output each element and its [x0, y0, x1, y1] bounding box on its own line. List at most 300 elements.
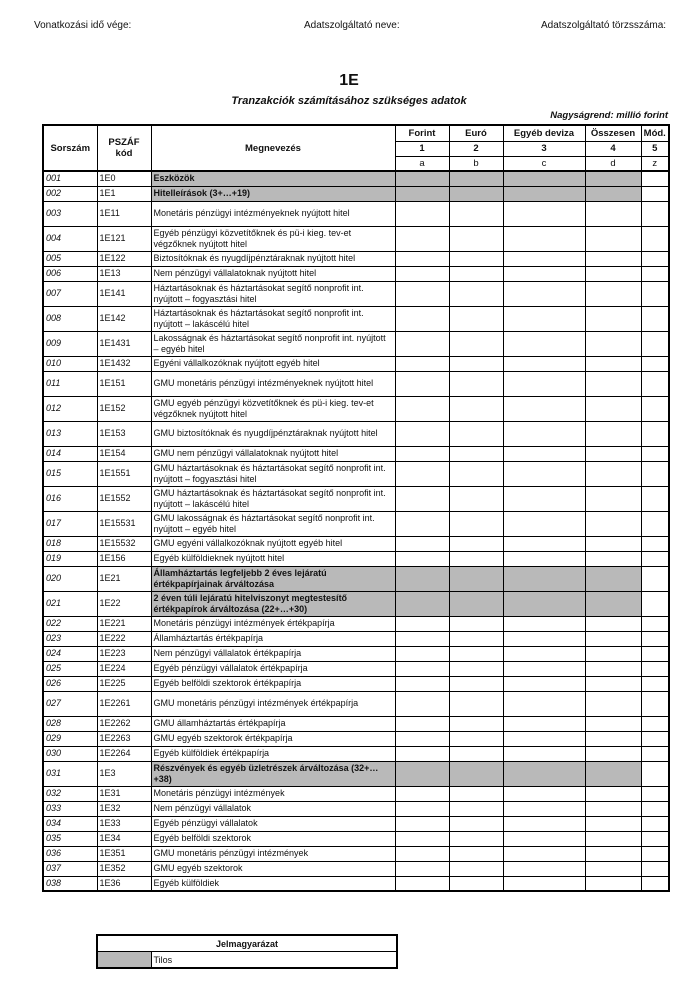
- value-cell-osszesen[interactable]: [585, 226, 641, 251]
- value-cell-egyeb-deviza[interactable]: [503, 676, 585, 691]
- row-code: 1E33: [97, 816, 151, 831]
- row-code: 1E221: [97, 616, 151, 631]
- table-row: [43, 676, 669, 691]
- value-cell-euro[interactable]: [449, 396, 503, 421]
- value-cell-egyeb-deviza[interactable]: [503, 616, 585, 631]
- value-cell-osszesen[interactable]: [585, 486, 641, 511]
- row-code: 1E34: [97, 831, 151, 846]
- value-cell-forint: [395, 591, 449, 616]
- unit-label: Nagyságrend: millió forint: [550, 110, 668, 121]
- value-cell-osszesen[interactable]: [585, 281, 641, 306]
- value-cell-mod[interactable]: [641, 731, 669, 746]
- value-cell-forint[interactable]: [395, 306, 449, 331]
- value-cell-mod[interactable]: [641, 616, 669, 631]
- value-cell-forint[interactable]: [395, 226, 449, 251]
- value-cell-egyeb-deviza[interactable]: [503, 331, 585, 356]
- col-header-egyeb-deviza: Egyéb deviza: [503, 125, 585, 141]
- value-cell-egyeb-deviza[interactable]: [503, 446, 585, 461]
- row-code: 1E22: [97, 591, 151, 616]
- value-cell-euro[interactable]: [449, 746, 503, 761]
- table-row: [43, 306, 669, 331]
- row-name: Lakosságnak és háztartásokat segítő nonprofit int. nyújtott – egyéb hitel: [151, 331, 395, 356]
- table-row: [43, 876, 669, 891]
- table-row: [43, 566, 669, 591]
- row-number: 035: [43, 831, 97, 846]
- value-cell-forint[interactable]: [395, 691, 449, 716]
- value-cell-mod[interactable]: [641, 691, 669, 716]
- value-cell-euro: [449, 171, 503, 186]
- value-cell-forint[interactable]: [395, 486, 449, 511]
- row-code: 1E1551: [97, 461, 151, 486]
- row-code: 1E32: [97, 801, 151, 816]
- value-cell-euro[interactable]: [449, 306, 503, 331]
- value-cell-egyeb-deviza[interactable]: [503, 646, 585, 661]
- row-name: GMU lakosságnak és háztartásokat segítő nonprofit int. nyújtott – egyéb hitel: [151, 511, 395, 536]
- row-code: 1E15531: [97, 511, 151, 536]
- value-cell-osszesen[interactable]: [585, 661, 641, 676]
- value-cell-euro: [449, 186, 503, 201]
- value-cell-osszesen[interactable]: [585, 536, 641, 551]
- value-cell-mod[interactable]: [641, 201, 669, 226]
- value-cell-mod[interactable]: [641, 661, 669, 676]
- value-cell-euro[interactable]: [449, 716, 503, 731]
- row-number: 024: [43, 646, 97, 661]
- row-name: Háztartásoknak és háztartásokat segítő nonprofit int. nyújtott – fogyasztási hitel: [151, 281, 395, 306]
- table-row: [43, 396, 669, 421]
- row-name: 2 éven túli lejáratú hitelviszonyt megtestesítő értékpapírok árváltozása (22+…+30): [151, 591, 395, 616]
- value-cell-egyeb-deviza[interactable]: [503, 631, 585, 646]
- value-cell-egyeb-deviza[interactable]: [503, 536, 585, 551]
- table-row: [43, 616, 669, 631]
- row-number: 014: [43, 446, 97, 461]
- table-row: [43, 226, 669, 251]
- value-cell-egyeb-deviza[interactable]: [503, 511, 585, 536]
- value-cell-mod[interactable]: [641, 631, 669, 646]
- row-name: Egyéb külföldiek értékpapírja: [151, 746, 395, 761]
- row-name: Monetáris pénzügyi intézmények értékpapírja: [151, 616, 395, 631]
- value-cell-euro[interactable]: [449, 801, 503, 816]
- value-cell-mod[interactable]: [641, 716, 669, 731]
- row-name: Egyéb pénzügyi vállalatok: [151, 816, 395, 831]
- value-cell-forint[interactable]: [395, 461, 449, 486]
- row-number: 025: [43, 661, 97, 676]
- value-cell-forint[interactable]: [395, 446, 449, 461]
- value-cell-osszesen[interactable]: [585, 631, 641, 646]
- row-code: 1E352: [97, 861, 151, 876]
- value-cell-mod[interactable]: [641, 591, 669, 616]
- value-cell-forint[interactable]: [395, 731, 449, 746]
- value-cell-egyeb-deviza[interactable]: [503, 661, 585, 676]
- value-cell-forint[interactable]: [395, 646, 449, 661]
- value-cell-forint: [395, 186, 449, 201]
- value-cell-mod[interactable]: [641, 861, 669, 876]
- table-row: [43, 716, 669, 731]
- value-cell-egyeb-deviza[interactable]: [503, 226, 585, 251]
- table-row: [43, 691, 669, 716]
- row-name: Egyéb belföldi szektorok értékpapírja: [151, 676, 395, 691]
- table-row: [43, 846, 669, 861]
- row-number: 020: [43, 566, 97, 591]
- value-cell-forint[interactable]: [395, 746, 449, 761]
- value-cell-euro[interactable]: [449, 266, 503, 281]
- row-code: 1E21: [97, 566, 151, 591]
- row-name: GMU háztartásoknak és háztartásokat segítő nonprofit int. nyújtott – lakáscélú hitel: [151, 486, 395, 511]
- value-cell-egyeb-deviza[interactable]: [503, 861, 585, 876]
- row-code: 1E1552: [97, 486, 151, 511]
- row-code: 1E223: [97, 646, 151, 661]
- value-cell-euro[interactable]: [449, 676, 503, 691]
- value-cell-osszesen[interactable]: [585, 356, 641, 371]
- row-name: Nem pénzügyi vállalatok: [151, 801, 395, 816]
- value-cell-euro[interactable]: [449, 786, 503, 801]
- value-cell-forint[interactable]: [395, 786, 449, 801]
- row-name: GMU egyéb pénzügyi közvetítőknek és pü-i kieg. tev-et végzőknek nyújtott hitel: [151, 396, 395, 421]
- row-name: GMU monetáris pénzügyi intézményeknek nyújtott hitel: [151, 371, 395, 396]
- value-cell-euro[interactable]: [449, 356, 503, 371]
- table-row: [43, 631, 669, 646]
- value-cell-egyeb-deviza[interactable]: [503, 461, 585, 486]
- value-cell-euro[interactable]: [449, 876, 503, 891]
- value-cell-euro[interactable]: [449, 616, 503, 631]
- value-cell-osszesen[interactable]: [585, 691, 641, 716]
- row-number: 010: [43, 356, 97, 371]
- table-body: [43, 171, 669, 891]
- table-row: [43, 266, 669, 281]
- value-cell-egyeb-deviza[interactable]: [503, 201, 585, 226]
- form-subtitle: Tranzakciók számításához szükséges adatok: [231, 95, 467, 107]
- value-cell-forint[interactable]: [395, 551, 449, 566]
- value-cell-egyeb-deviza[interactable]: [503, 831, 585, 846]
- value-cell-osszesen[interactable]: [585, 716, 641, 731]
- value-cell-osszesen[interactable]: [585, 746, 641, 761]
- row-code: 1E222: [97, 631, 151, 646]
- value-cell-mod[interactable]: [641, 396, 669, 421]
- table-row: [43, 816, 669, 831]
- col-header-forint: Forint: [395, 125, 449, 141]
- row-name: Egyéb pénzügyi közvetítőknek és pü-i kieg. tev-et végzőknek nyújtott hitel: [151, 226, 395, 251]
- value-cell-euro: [449, 761, 503, 786]
- value-cell-euro[interactable]: [449, 536, 503, 551]
- value-cell-mod[interactable]: [641, 846, 669, 861]
- value-cell-egyeb-deviza[interactable]: [503, 551, 585, 566]
- col-letter-a: a: [395, 156, 449, 171]
- value-cell-mod[interactable]: [641, 761, 669, 786]
- value-cell-euro[interactable]: [449, 226, 503, 251]
- table-row: [43, 446, 669, 461]
- value-cell-forint[interactable]: [395, 816, 449, 831]
- value-cell-osszesen[interactable]: [585, 861, 641, 876]
- value-cell-euro[interactable]: [449, 846, 503, 861]
- value-cell-forint[interactable]: [395, 356, 449, 371]
- value-cell-egyeb-deviza[interactable]: [503, 371, 585, 396]
- value-cell-forint[interactable]: [395, 421, 449, 446]
- value-cell-mod[interactable]: [641, 356, 669, 371]
- row-code: 1E141: [97, 281, 151, 306]
- value-cell-mod[interactable]: [641, 421, 669, 446]
- value-cell-mod[interactable]: [641, 306, 669, 331]
- row-number: 038: [43, 876, 97, 891]
- value-cell-forint[interactable]: [395, 201, 449, 226]
- value-cell-forint[interactable]: [395, 831, 449, 846]
- period-end-label: Vonatkozási idő vége:: [34, 20, 132, 31]
- table-row: [43, 281, 669, 306]
- value-cell-forint[interactable]: [395, 661, 449, 676]
- value-cell-forint[interactable]: [395, 676, 449, 691]
- table-row: [43, 201, 669, 226]
- row-code: 1E0: [97, 171, 151, 186]
- row-number: 009: [43, 331, 97, 356]
- value-cell-euro[interactable]: [449, 251, 503, 266]
- value-cell-osszesen[interactable]: [585, 786, 641, 801]
- row-number: 017: [43, 511, 97, 536]
- value-cell-egyeb-deviza[interactable]: [503, 786, 585, 801]
- row-code: 1E36: [97, 876, 151, 891]
- value-cell-forint[interactable]: [395, 846, 449, 861]
- value-cell-euro[interactable]: [449, 646, 503, 661]
- value-cell-mod[interactable]: [641, 486, 669, 511]
- value-cell-forint: [395, 171, 449, 186]
- value-cell-egyeb-deviza: [503, 186, 585, 201]
- value-cell-mod[interactable]: [641, 446, 669, 461]
- value-cell-forint[interactable]: [395, 876, 449, 891]
- value-cell-osszesen[interactable]: [585, 731, 641, 746]
- table-row: [43, 591, 669, 616]
- value-cell-forint[interactable]: [395, 801, 449, 816]
- value-cell-forint[interactable]: [395, 371, 449, 396]
- row-code: 1E1431: [97, 331, 151, 356]
- value-cell-euro[interactable]: [449, 371, 503, 396]
- value-cell-egyeb-deviza[interactable]: [503, 356, 585, 371]
- row-name: Háztartásoknak és háztartásokat segítő nonprofit int. nyújtott – lakáscélú hitel: [151, 306, 395, 331]
- row-number: 016: [43, 486, 97, 511]
- value-cell-osszesen[interactable]: [585, 616, 641, 631]
- value-cell-egyeb-deviza[interactable]: [503, 846, 585, 861]
- value-cell-mod[interactable]: [641, 746, 669, 761]
- value-cell-forint[interactable]: [395, 861, 449, 876]
- value-cell-osszesen[interactable]: [585, 461, 641, 486]
- row-name: Monetáris pénzügyi intézményeknek nyújtott hitel: [151, 201, 395, 226]
- row-number: 018: [43, 536, 97, 551]
- value-cell-euro[interactable]: [449, 861, 503, 876]
- value-cell-mod[interactable]: [641, 371, 669, 396]
- value-cell-euro[interactable]: [449, 816, 503, 831]
- value-cell-forint: [395, 761, 449, 786]
- value-cell-egyeb-deviza: [503, 761, 585, 786]
- row-code: 1E156: [97, 551, 151, 566]
- row-name: Nem pénzügyi vállalatoknak nyújtott hitel: [151, 266, 395, 281]
- row-code: 1E224: [97, 661, 151, 676]
- value-cell-osszesen[interactable]: [585, 876, 641, 891]
- value-cell-mod[interactable]: [641, 786, 669, 801]
- value-cell-forint[interactable]: [395, 251, 449, 266]
- row-number: 028: [43, 716, 97, 731]
- value-cell-egyeb-deviza[interactable]: [503, 731, 585, 746]
- value-cell-osszesen: [585, 591, 641, 616]
- row-name: Egyéni vállalkozóknak nyújtott egyéb hitel: [151, 356, 395, 371]
- value-cell-egyeb-deviza[interactable]: [503, 251, 585, 266]
- value-cell-euro[interactable]: [449, 331, 503, 356]
- table-row: [43, 731, 669, 746]
- col-letter-z: z: [641, 156, 669, 171]
- value-cell-osszesen[interactable]: [585, 251, 641, 266]
- value-cell-forint[interactable]: [395, 631, 449, 646]
- row-number: 011: [43, 371, 97, 396]
- row-number: 015: [43, 461, 97, 486]
- row-number: 037: [43, 861, 97, 876]
- row-name: GMU monetáris pénzügyi intézmények: [151, 846, 395, 861]
- row-name: GMU egyéb szektorok értékpapírja: [151, 731, 395, 746]
- value-cell-euro[interactable]: [449, 421, 503, 446]
- col-header-osszesen: Összesen: [585, 125, 641, 141]
- row-number: 022: [43, 616, 97, 631]
- value-cell-euro[interactable]: [449, 731, 503, 746]
- provider-id-label: Adatszolgáltató törzsszáma:: [541, 20, 667, 31]
- value-cell-mod[interactable]: [641, 266, 669, 281]
- row-code: 1E2262: [97, 716, 151, 731]
- value-cell-osszesen[interactable]: [585, 306, 641, 331]
- row-number: 002: [43, 186, 97, 201]
- value-cell-forint[interactable]: [395, 396, 449, 421]
- row-number: 033: [43, 801, 97, 816]
- value-cell-egyeb-deviza[interactable]: [503, 801, 585, 816]
- value-cell-egyeb-deviza[interactable]: [503, 746, 585, 761]
- row-name: GMU biztosítóknak és nyugdíjpénztáraknak nyújtott hitel: [151, 421, 395, 446]
- value-cell-osszesen[interactable]: [585, 421, 641, 446]
- table-row: [43, 421, 669, 446]
- value-cell-osszesen[interactable]: [585, 676, 641, 691]
- value-cell-forint[interactable]: [395, 716, 449, 731]
- value-cell-egyeb-deviza[interactable]: [503, 486, 585, 511]
- value-cell-egyeb-deviza[interactable]: [503, 816, 585, 831]
- value-cell-mod[interactable]: [641, 281, 669, 306]
- value-cell-egyeb-deviza[interactable]: [503, 421, 585, 446]
- value-cell-forint[interactable]: [395, 266, 449, 281]
- value-cell-osszesen[interactable]: [585, 446, 641, 461]
- value-cell-egyeb-deviza[interactable]: [503, 691, 585, 716]
- value-cell-osszesen[interactable]: [585, 816, 641, 831]
- value-cell-osszesen[interactable]: [585, 801, 641, 816]
- col-header-mod: Mód.: [641, 125, 669, 141]
- value-cell-egyeb-deviza[interactable]: [503, 306, 585, 331]
- value-cell-egyeb-deviza[interactable]: [503, 716, 585, 731]
- table-row: [43, 646, 669, 661]
- row-number: 005: [43, 251, 97, 266]
- value-cell-mod[interactable]: [641, 676, 669, 691]
- row-number: 034: [43, 816, 97, 831]
- value-cell-forint[interactable]: [395, 281, 449, 306]
- value-cell-osszesen[interactable]: [585, 511, 641, 536]
- value-cell-egyeb-deviza[interactable]: [503, 266, 585, 281]
- value-cell-euro[interactable]: [449, 461, 503, 486]
- value-cell-osszesen: [585, 566, 641, 591]
- value-cell-osszesen: [585, 761, 641, 786]
- value-cell-osszesen[interactable]: [585, 551, 641, 566]
- table-row: [43, 356, 669, 371]
- table-row: [43, 661, 669, 676]
- value-cell-mod[interactable]: [641, 876, 669, 891]
- row-number: 007: [43, 281, 97, 306]
- row-name: GMU egyéb szektorok: [151, 861, 395, 876]
- value-cell-mod[interactable]: [641, 646, 669, 661]
- row-name: Biztosítóknak és nyugdíjpénztáraknak nyújtott hitel: [151, 251, 395, 266]
- value-cell-mod[interactable]: [641, 536, 669, 551]
- row-code: 1E152: [97, 396, 151, 421]
- row-name: GMU államháztartás értékpapírja: [151, 716, 395, 731]
- value-cell-mod[interactable]: [641, 171, 669, 186]
- value-cell-osszesen[interactable]: [585, 396, 641, 421]
- value-cell-osszesen[interactable]: [585, 646, 641, 661]
- value-cell-forint[interactable]: [395, 536, 449, 551]
- value-cell-euro[interactable]: [449, 551, 503, 566]
- row-number: 032: [43, 786, 97, 801]
- value-cell-osszesen[interactable]: [585, 201, 641, 226]
- value-cell-euro[interactable]: [449, 661, 503, 676]
- value-cell-euro[interactable]: [449, 446, 503, 461]
- value-cell-mod[interactable]: [641, 831, 669, 846]
- value-cell-euro[interactable]: [449, 486, 503, 511]
- value-cell-egyeb-deviza[interactable]: [503, 876, 585, 891]
- value-cell-mod[interactable]: [641, 461, 669, 486]
- table-row: [43, 801, 669, 816]
- value-cell-mod[interactable]: [641, 226, 669, 251]
- value-cell-osszesen[interactable]: [585, 266, 641, 281]
- table-row: [43, 371, 669, 396]
- value-cell-mod[interactable]: [641, 566, 669, 591]
- row-name: Államháztartás legfeljebb 2 éves lejáratú értékpapírjainak árváltozása: [151, 566, 395, 591]
- value-cell-euro[interactable]: [449, 631, 503, 646]
- row-number: 004: [43, 226, 97, 251]
- row-number: 013: [43, 421, 97, 446]
- table-row: [43, 831, 669, 846]
- value-cell-euro[interactable]: [449, 511, 503, 536]
- value-cell-osszesen[interactable]: [585, 831, 641, 846]
- col-number-4: 4: [585, 141, 641, 156]
- value-cell-mod[interactable]: [641, 816, 669, 831]
- row-code: 1E31: [97, 786, 151, 801]
- col-header-euro: Euró: [449, 125, 503, 141]
- col-number-1: 1: [395, 141, 449, 156]
- table-row: [43, 551, 669, 566]
- row-name: Nem pénzügyi vállalatok értékpapírja: [151, 646, 395, 661]
- row-code: 1E122: [97, 251, 151, 266]
- value-cell-euro[interactable]: [449, 831, 503, 846]
- value-cell-forint[interactable]: [395, 616, 449, 631]
- value-cell-mod[interactable]: [641, 186, 669, 201]
- value-cell-osszesen[interactable]: [585, 331, 641, 356]
- value-cell-egyeb-deviza[interactable]: [503, 281, 585, 306]
- value-cell-mod[interactable]: [641, 801, 669, 816]
- table-row: [43, 486, 669, 511]
- value-cell-mod[interactable]: [641, 331, 669, 356]
- value-cell-osszesen[interactable]: [585, 371, 641, 396]
- value-cell-mod[interactable]: [641, 511, 669, 536]
- value-cell-mod[interactable]: [641, 551, 669, 566]
- value-cell-euro[interactable]: [449, 281, 503, 306]
- value-cell-forint[interactable]: [395, 331, 449, 356]
- row-number: 031: [43, 761, 97, 786]
- row-code: 1E15532: [97, 536, 151, 551]
- value-cell-euro[interactable]: [449, 691, 503, 716]
- row-code: 1E1432: [97, 356, 151, 371]
- value-cell-mod[interactable]: [641, 251, 669, 266]
- row-name: Egyéb belföldi szektorok: [151, 831, 395, 846]
- value-cell-forint[interactable]: [395, 511, 449, 536]
- row-number: 021: [43, 591, 97, 616]
- value-cell-egyeb-deviza[interactable]: [503, 396, 585, 421]
- value-cell-osszesen[interactable]: [585, 846, 641, 861]
- value-cell-euro[interactable]: [449, 201, 503, 226]
- legend-title: Jelmagyarázat: [97, 935, 397, 952]
